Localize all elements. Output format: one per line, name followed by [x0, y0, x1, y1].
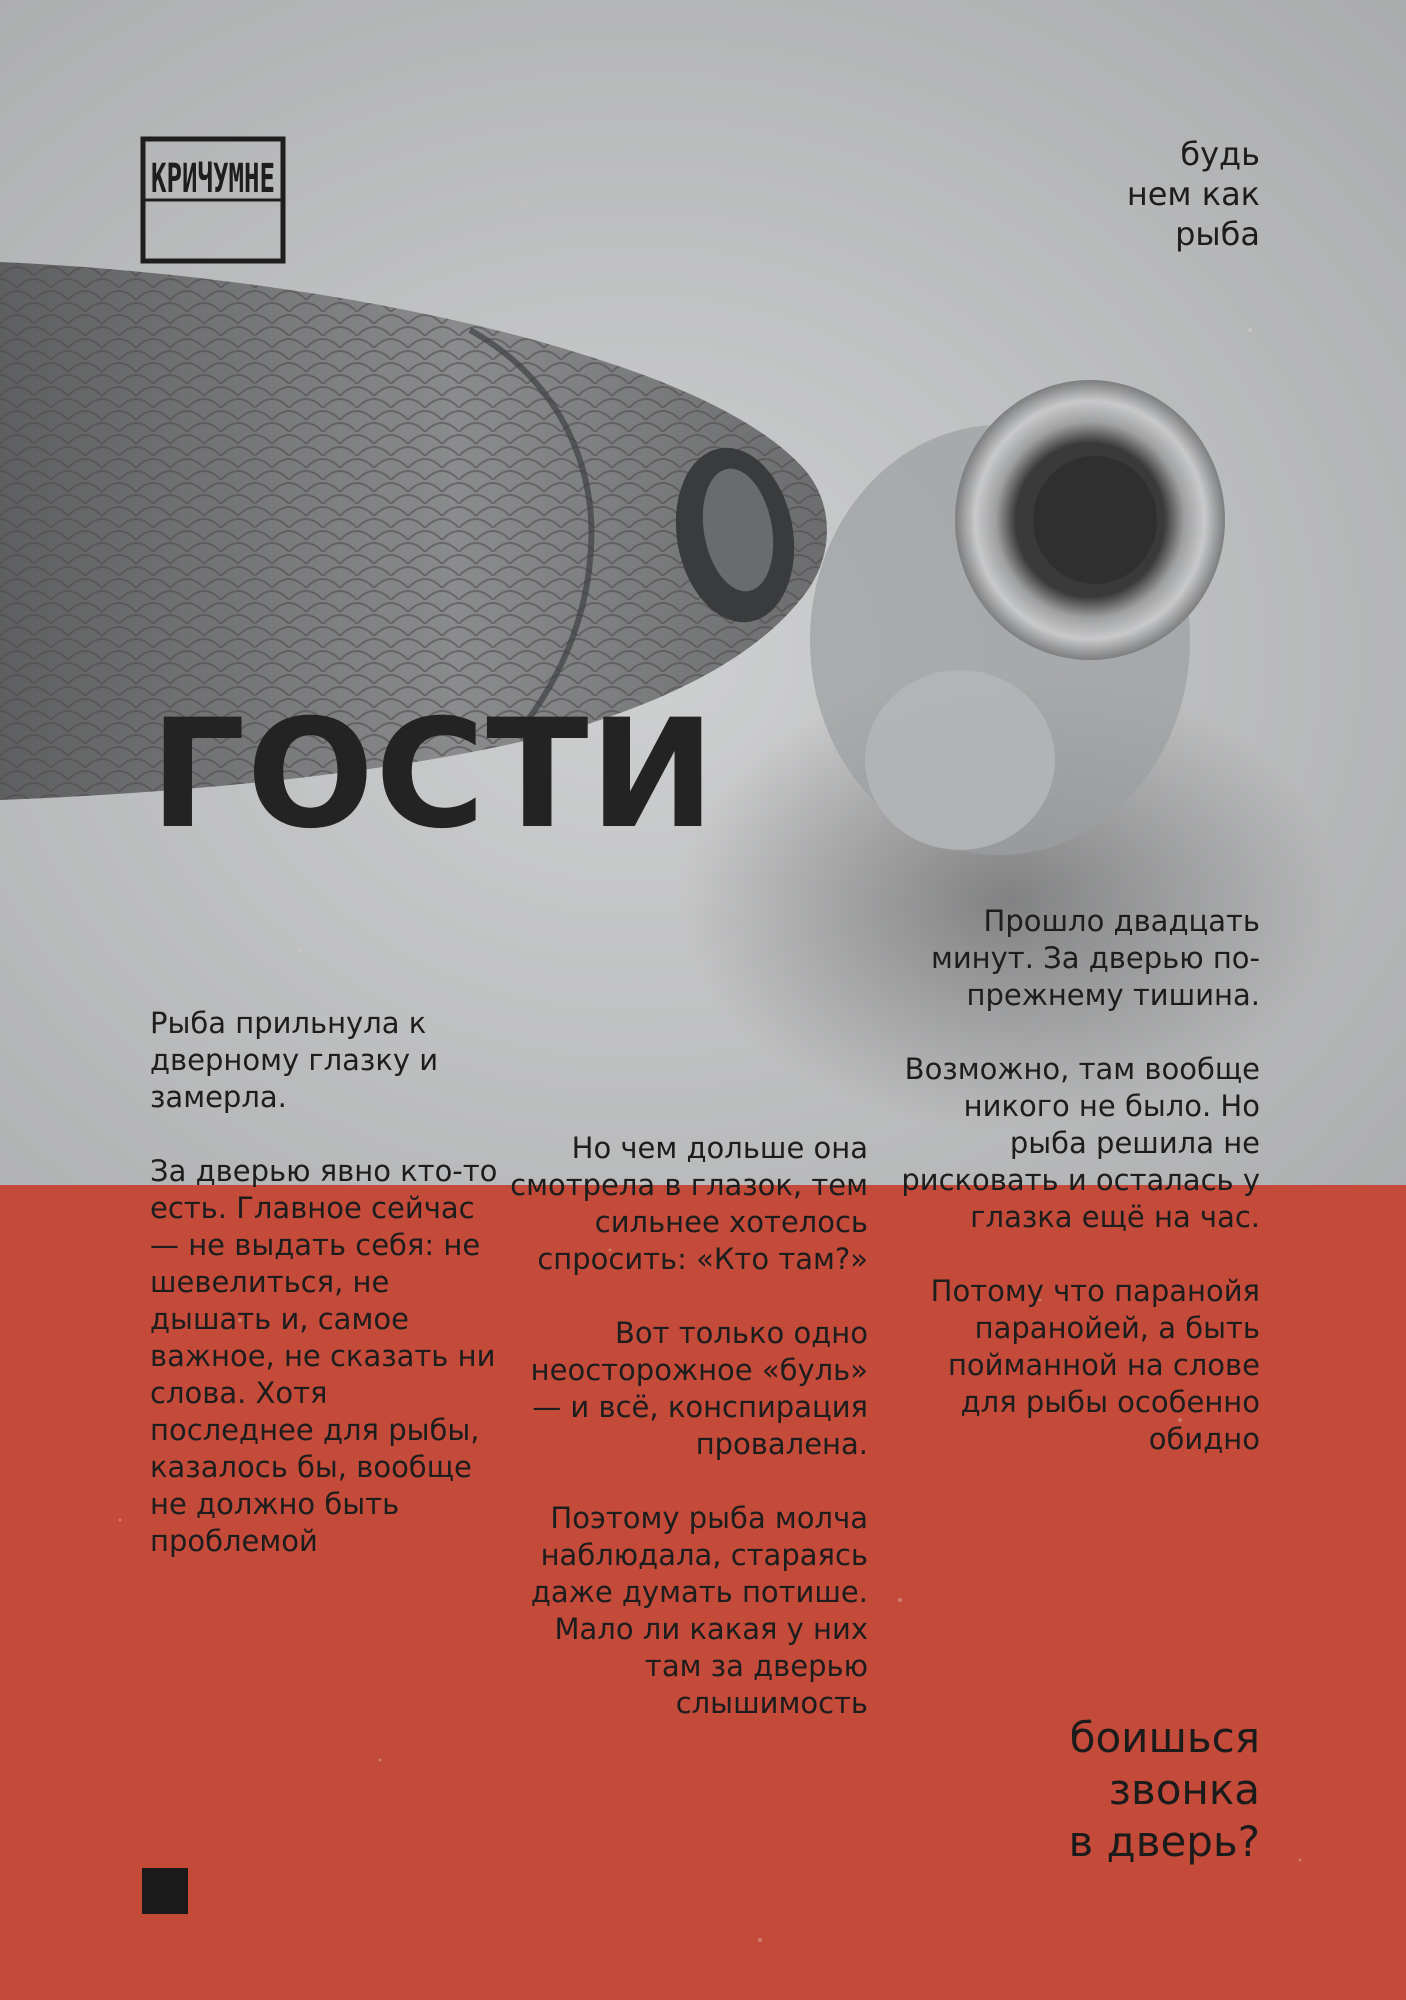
logo-text: КРИЧУМНЕ	[151, 156, 275, 202]
page-title: ГОСТИ	[150, 688, 717, 862]
question-line: звонка	[1108, 1765, 1260, 1814]
paragraph: Прошло двадцать минут. За дверью по-прежнему тишина.	[930, 904, 1260, 1012]
paragraph: Потому что паранойя паранойей, а быть пойманной на слове для рыбы особенно обидно	[930, 1274, 1260, 1456]
logo-stamp	[140, 136, 286, 264]
closing-question	[1069, 1712, 1260, 1868]
paragraph: Поэтому рыба молча наблюдала, стараясь даже думать потише. Мало ли какая у них там за дверью слышимость	[530, 1501, 868, 1720]
question-line: боишься	[1069, 1713, 1260, 1762]
paragraph: За дверью явно кто-то есть. Главное сейчас — не выдать себя: не шевелиться, не дышать и, самое важное, не сказать ни слова. Хотя последнее для рыбы, казалось бы, вообще не должно быть проблемой	[150, 1154, 498, 1558]
question-line: в дверь?	[1068, 1817, 1260, 1866]
paragraph: Но чем дольше она смотрела в глазок, тем сильнее хотелось спросить: «Кто там?»	[510, 1131, 868, 1276]
story-column-left	[150, 1005, 500, 1597]
tagline	[1127, 134, 1260, 254]
paragraph: Вот только одно неосторожное «буль» — и всё, конспирация провалена.	[530, 1316, 868, 1461]
paragraph: Рыба прильнула к дверному глазку и замерла.	[150, 1006, 439, 1114]
black-square	[142, 1868, 188, 1914]
story-column-right	[900, 903, 1260, 1495]
tagline-line: нем как	[1126, 175, 1260, 213]
paragraph: Возможно, там вообще никого не было. Но рыба решила не рисковать и осталась у глазка ещё на час.	[901, 1052, 1260, 1234]
story-column-middle	[500, 1130, 868, 1759]
tagline-line: будь	[1180, 135, 1260, 173]
tagline-line: рыба	[1175, 215, 1260, 253]
